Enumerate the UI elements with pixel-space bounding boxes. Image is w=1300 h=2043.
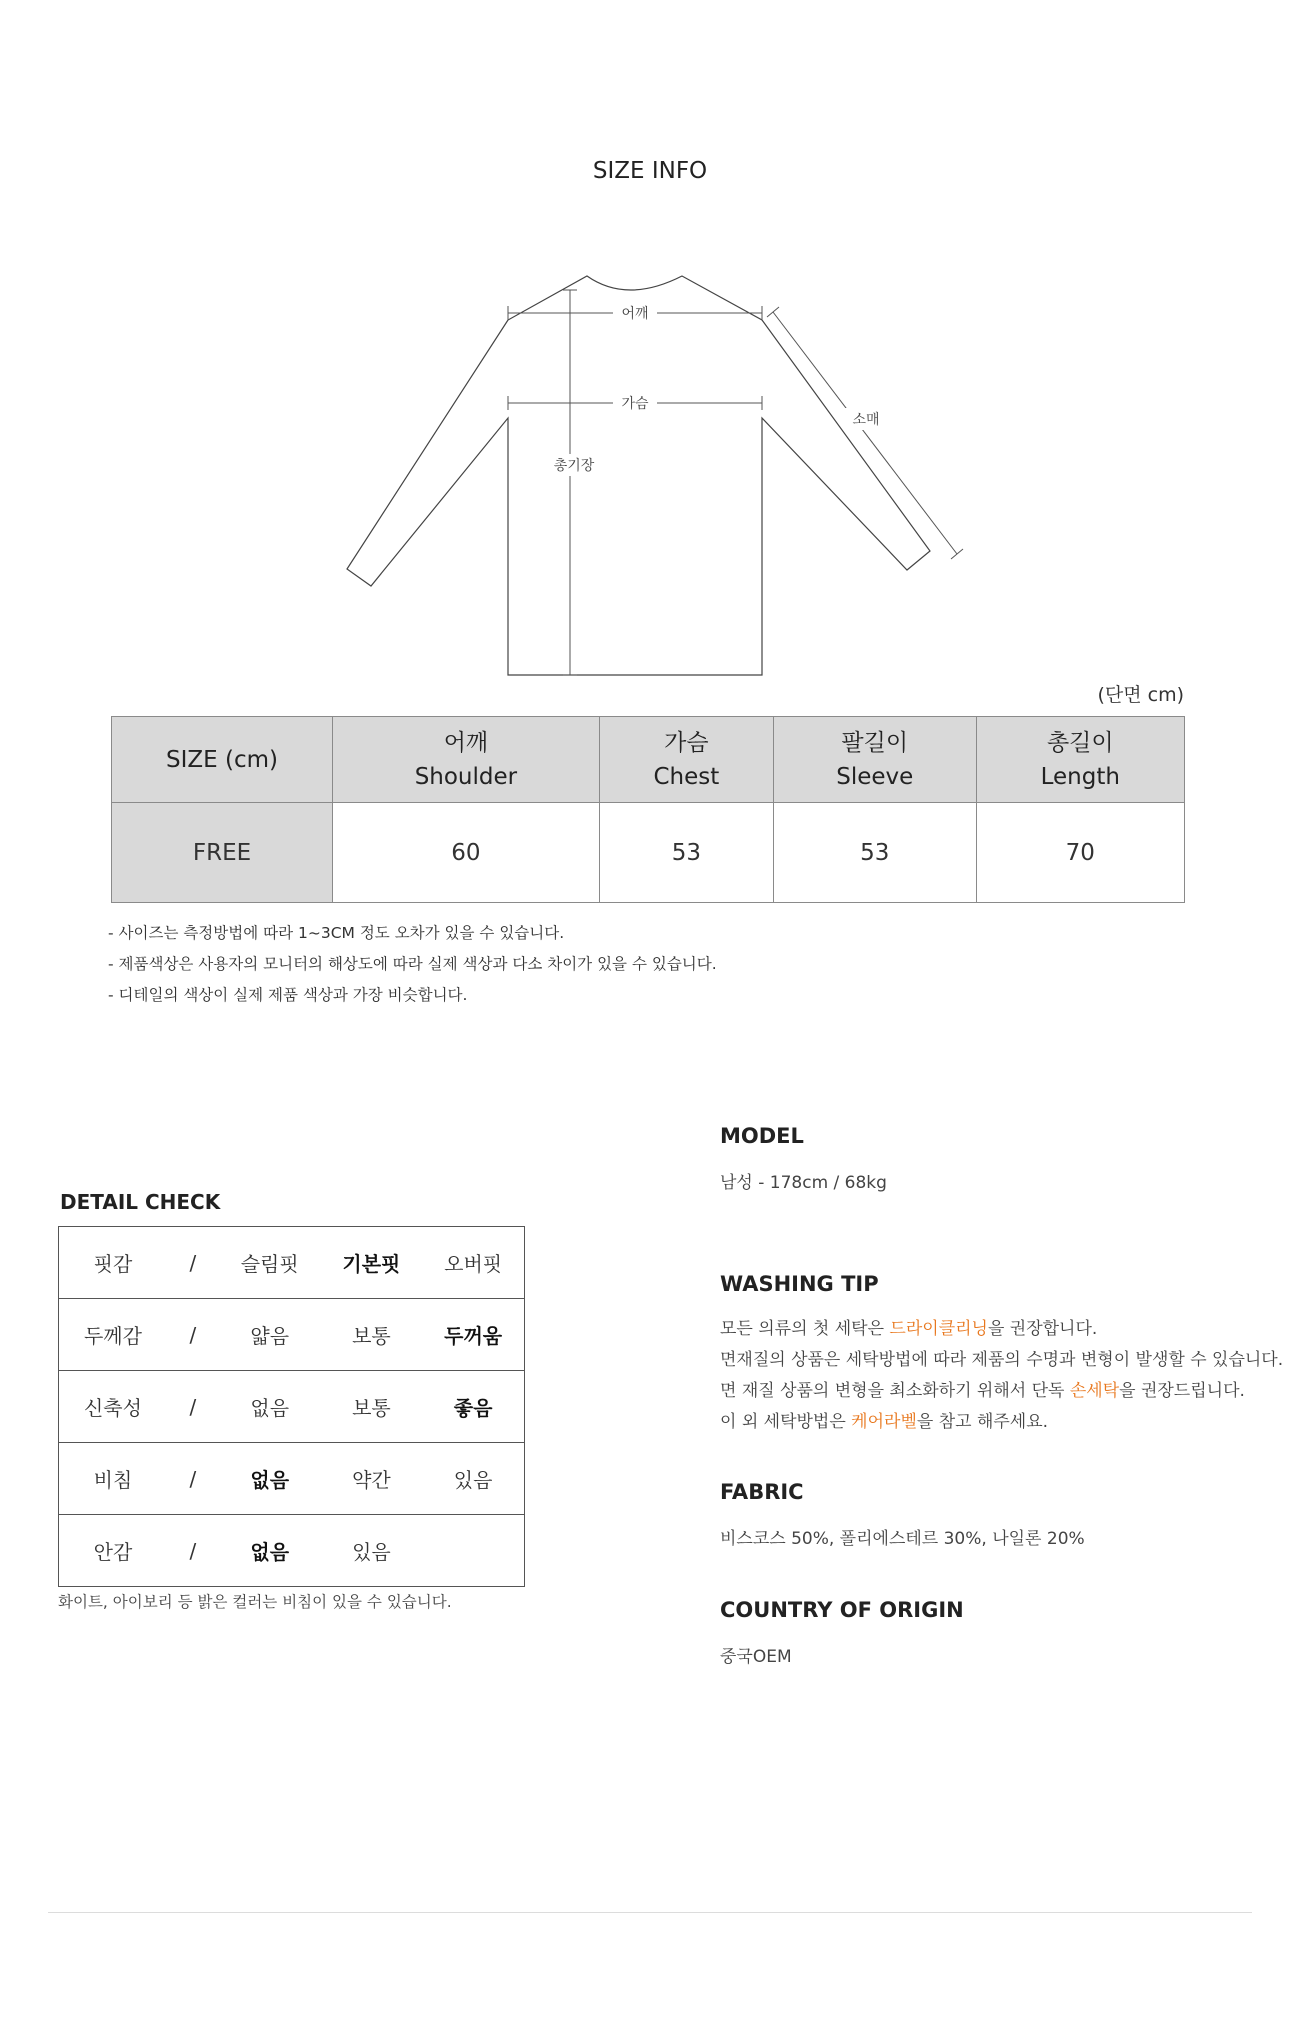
detail-option: 보통 [321,1371,423,1443]
column-ko: 어깨 [443,729,489,756]
highlight-text: 손세탁 [1069,1381,1120,1401]
column-en: Shoulder [414,763,518,790]
column-header-length [976,717,1184,803]
column-header-chest [599,717,773,803]
page-title: SIZE INFO [592,158,708,184]
model-title: MODEL [720,1124,804,1148]
detail-option: 두꺼움 [422,1299,524,1371]
size-table [111,716,1185,903]
fabric-title: FABRIC [720,1480,804,1504]
size-header-cell [112,717,333,803]
size-notes [108,918,717,1011]
text: 을 참고 해주세요. [916,1412,1049,1432]
detail-separator: / [167,1443,219,1515]
detail-option: 있음 [422,1443,524,1515]
detail-option: 있음 [321,1515,423,1587]
washing-line [720,1407,1283,1438]
text: 면 재질 상품의 변형을 최소화하기 위해서 단독 [720,1381,1070,1401]
detail-label: 두께감 [59,1299,167,1371]
detail-separator: / [167,1371,219,1443]
length-value: 70 [976,803,1184,903]
length-label: 총기장 [553,458,595,474]
detail-option: 좋음 [422,1371,524,1443]
text: 을 권장합니다. [987,1319,1098,1339]
washing-tip-text [720,1314,1283,1438]
washing-line [720,1376,1283,1407]
detail-note: 화이트, 아이보리 등 밝은 컬러는 비침이 있을 수 있습니다. [58,1593,452,1611]
column-en: Sleeve [836,763,914,790]
text: 을 권장드립니다. [1119,1381,1245,1401]
model-text: 남성 - 178cm / 68kg [720,1173,887,1193]
chest-value: 53 [599,803,773,903]
detail-option: 오버핏 [422,1227,524,1299]
fabric-text: 비스코스 50%, 폴리에스테르 30%, 나일론 20% [720,1529,1085,1549]
detail-label: 신축성 [59,1371,167,1443]
garment-diagram [330,268,970,688]
detail-option: 없음 [219,1371,321,1443]
table-row [112,803,1185,903]
detail-option: 얇음 [219,1299,321,1371]
detail-option: 보통 [321,1299,423,1371]
column-header-sleeve [773,717,976,803]
washing-tip-title: WASHING TIP [720,1272,879,1296]
unit-note: (단면 cm) [1097,684,1184,706]
detail-label: 핏감 [59,1227,167,1299]
column-header-shoulder [333,717,600,803]
detail-option: 기본핏 [321,1227,423,1299]
footer-divider [48,1912,1252,1913]
detail-option: 없음 [219,1515,321,1587]
detail-label: 비침 [59,1443,167,1515]
column-en: Length [1040,763,1120,790]
detail-row [59,1515,525,1587]
detail-option: 없음 [219,1443,321,1515]
text: 모든 의류의 첫 세탁은 [720,1319,890,1339]
note-item: - 사이즈는 측정방법에 따라 1~3CM 정도 오차가 있을 수 있습니다. [108,924,565,942]
detail-separator: / [167,1227,219,1299]
detail-separator: / [167,1515,219,1587]
washing-line: 면재질의 상품은 세탁방법에 따라 제품의 수명과 변형이 발생할 수 있습니다. [720,1350,1284,1370]
detail-row [59,1227,525,1299]
origin-title: COUNTRY OF ORIGIN [720,1598,964,1622]
column-en: Chest [653,763,720,790]
detail-row [59,1371,525,1443]
detail-option: 약간 [321,1443,423,1515]
column-ko: 총길이 [1046,729,1114,756]
note-item: - 제품색상은 사용자의 모니터의 해상도에 따라 실제 색상과 다소 차이가 있을 수 있습니다. [108,955,717,973]
size-cell: FREE [112,803,333,903]
shoulder-value: 60 [333,803,600,903]
size-header-label: SIZE (cm) [166,746,278,773]
note-item: - 디테일의 색상이 실제 제품 색상과 가장 비슷합니다. [108,986,468,1004]
column-ko: 팔길이 [841,729,909,756]
detail-option: 슬림핏 [219,1227,321,1299]
detail-label: 안감 [59,1515,167,1587]
detail-separator: / [167,1299,219,1371]
detail-check-table [58,1226,525,1587]
shoulder-label: 어깨 [621,306,649,322]
highlight-text: 드라이클리닝 [889,1319,988,1339]
detail-row [59,1299,525,1371]
detail-option [422,1515,524,1587]
highlight-text: 케어라벨 [851,1412,917,1432]
text: 이 외 세탁방법은 [720,1412,852,1432]
origin-text: 중국OEM [720,1647,792,1667]
column-ko: 가슴 [664,729,709,756]
sleeve-value: 53 [773,803,976,903]
detail-row [59,1443,525,1515]
chest-label: 가슴 [621,396,649,412]
sleeve-label: 소매 [852,412,880,428]
washing-line [720,1314,1283,1345]
garment-outline [347,276,930,675]
detail-check-title: DETAIL CHECK [60,1190,221,1214]
